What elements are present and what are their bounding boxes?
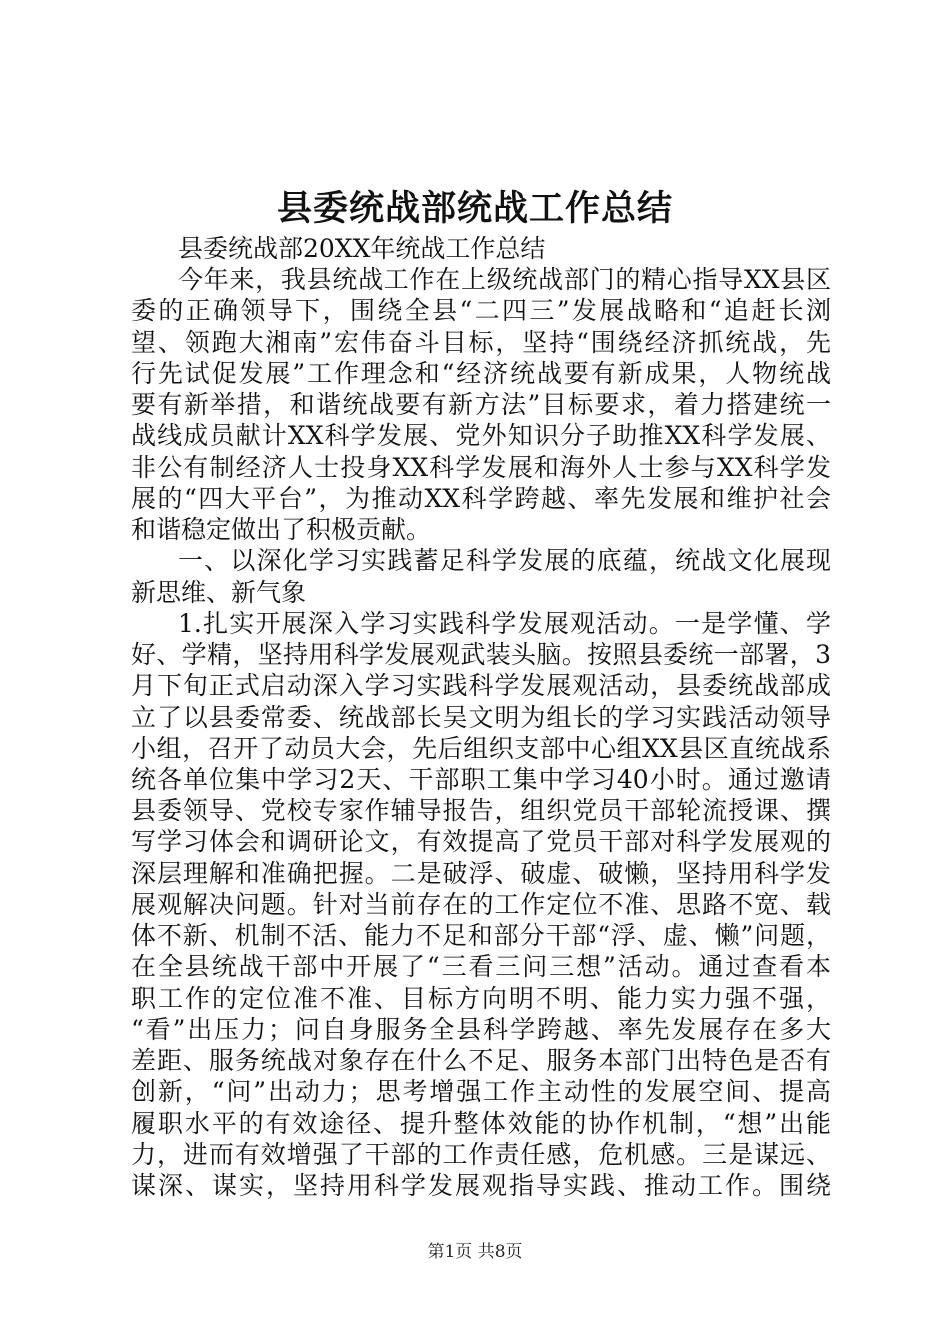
text-line: 小组，召开了动员大会，先后组织支部中心组XX县区直统战系 — [131, 734, 831, 763]
text-line: 立了以县委常委、统战部长吴文明为组长的学习实践活动领导 — [131, 703, 831, 732]
section-heading-line: 新思维、新气象 — [131, 578, 307, 607]
text-line: 望、领跑大湘南”宏伟奋斗目标，坚持“围绕经济抓统战，先 — [131, 328, 831, 357]
text-line: 展的“四大平台”，为推动XX科学跨越、率先发展和维护社会 — [131, 484, 831, 513]
text-line: 1.扎实开展深入学习实践科学发展观活动。一是学懂、学 — [178, 609, 831, 638]
text-line: 创新，“问”出动力；思考增强工作主动性的发展空间、提高 — [131, 1077, 831, 1106]
text-line: 展观解决问题。针对当前存在的工作定位不准、思路不宽、载 — [131, 890, 831, 919]
text-line: 履职水平的有效途径、提升整体效能的协作机制，“想”出能 — [131, 1109, 831, 1138]
text-line: “看”出压力；问自身服务全县科学跨越、率先发展存在多大 — [131, 1015, 831, 1044]
text-line: 月下旬正式启动深入学习实践科学发展观活动，县委统战部成 — [131, 671, 831, 700]
text-line: 体不新、机制不活、能力不足和部分干部“浮、虚、懒”问题， — [131, 921, 831, 950]
text-line: 非公有制经济人士投身XX科学发展和海外人士参与XX科学发 — [131, 453, 831, 482]
text-line: 行先试促发展”工作理念和“经济统战要有新成果，人物统战 — [131, 359, 831, 388]
text-line: 差距、服务统战对象存在什么不足、服务本部门出特色是否有 — [131, 1046, 831, 1075]
text-line: 战线成员献计XX科学发展、党外知识分子助推XX科学发展、 — [131, 421, 831, 450]
text-line: 谋深、谋实，坚持用科学发展观指导实践、推动工作。围绕 — [131, 1171, 831, 1200]
text-line: 好、学精，坚持用科学发展观武装头脑。按照县委统一部署，3 — [131, 640, 831, 669]
text-line: 在全县统战干部中开展了“三看三问三想”活动。通过查看本 — [131, 952, 831, 981]
text-line: 委的正确领导下，围绕全县“二四三”发展战略和“追赶长浏 — [131, 296, 831, 325]
subtitle-line: 县委统战部20XX年统战工作总结 — [178, 234, 546, 263]
text-line: 力，进而有效增强了干部的工作责任感，危机感。三是谋远、 — [131, 1140, 831, 1169]
section-heading-line: 一、以深化学习实践蓄足科学发展的底蕴，统战文化展现 — [178, 546, 831, 575]
text-line: 深层理解和准确把握。二是破浮、破虚、破懒，坚持用科学发 — [131, 859, 831, 888]
text-line: 和谐稳定做出了积极贡献。 — [131, 515, 432, 544]
page-footer: 第1页 共8页 — [427, 1242, 523, 1262]
text-line: 要有新举措，和谐统战要有新方法”目标要求，着力搭建统一 — [131, 390, 831, 419]
text-line: 职工作的定位准不准、目标方向明不明、能力实力强不强， — [131, 984, 831, 1013]
text-line: 统各单位集中学习2天、干部职工集中学习40小时。通过邀请 — [131, 765, 831, 794]
text-line: 今年来，我县统战工作在上级统战部门的精心指导XX县区 — [178, 265, 831, 294]
text-line: 县委领导、党校专家作辅导报告，组织党员干部轮流授课、撰 — [131, 796, 831, 825]
text-line: 写学习体会和调研论文，有效提高了党员干部对科学发展观的 — [131, 827, 831, 856]
document-title: 县委统战部统战工作总结 — [276, 188, 673, 229]
